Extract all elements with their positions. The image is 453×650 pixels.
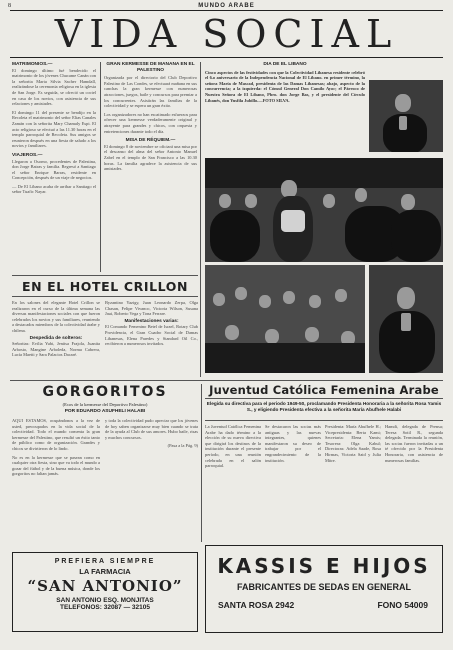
gorgoritos-text-3: y toda la colectividad pudo apreciar que los jóvenes de hoy saben organizarse muy bien cuando se trata de la ayuda al Club de sus amores. Hubo baile, risas y muchos concursos.: [105, 418, 198, 440]
requiem-heading: MISA DE RÉQUIEM.—: [125, 138, 176, 144]
crillon-heading: EN EL HOTEL CRILLON: [21, 279, 189, 294]
gorgoritos-subtitle: (Ecos de la kermesse del Deportivo Palestino): [62, 402, 148, 407]
juventud-text-3: Presidenta: María Abufhele H.; Vicepresidenta: Berta Kami; Secretaria: Elena Yamis; Tesorera: Olga Kabul; Directoras: Adela Saade, Rosa Hirmas, Victoria Said y Julia Mitre.: [325, 424, 381, 463]
travelers-heading: VIAJEROS.—: [12, 152, 43, 158]
juventud-lead: [205, 401, 443, 419]
marriages-text-2: El domingo 11 del presente se bendijo en la Recoleta el matrimonio del señor Elias Canales Zamán con la señorita Mary Chamaly Espi. El acto religioso se efectuó a las 11.30 horas en el templo parroquial de Recoleta. Sus amigos se reunieron después en una fiesta de saludo a los novios y familiares.: [12, 109, 96, 149]
column-rule: [100, 62, 101, 272]
juventud-text-2: Se destacaron las socias más antiguas y las nuevas integrantes, quienes manifestaron su deseo de trabajar por el engrandecimiento de la institución.: [265, 424, 321, 463]
kassis-phone: FONO 54009: [377, 600, 428, 610]
section-rule: [12, 275, 198, 276]
crillon-subhead-2: Manifestaciones varias:: [124, 318, 179, 324]
column-rule: [200, 62, 201, 377]
kassis-subtitle: FABRICANTES DE SEDAS EN GENERAL: [236, 582, 412, 592]
page-number: 8: [8, 3, 11, 9]
gorgoritos-col-right: [105, 418, 198, 540]
marriages-heading: MATRIMONIOS.—: [12, 62, 53, 67]
gorgoritos-col-left: [12, 418, 100, 540]
crillon-text-2: Señoritas: Evilia Yubi, Jenitsa Frajola, Juanita Arbosto, Mangine Arboleda, Norma Cabrera, Lucía Maetti y Sara Palacios Dacaré.: [12, 341, 100, 358]
gorgoritos-byline: POR EDUARDO ASUFHELI HALABI: [64, 409, 146, 414]
column-kermesse: [104, 62, 197, 272]
juventud-heading: Juventud Católica Femenina Arabe: [209, 383, 439, 397]
crillon-text-4: El Comando Femenino Betel de Israel, Rotary Club Providencia, el Gran Cuadro Social de Damas Libanesas, Elena Paredes y Standard Oil Co., recibieron a numerosos invitados.: [105, 324, 198, 347]
pharmacy-tagline: PREFIERA SIEMPRE: [54, 558, 156, 565]
kassis-ad: [205, 545, 443, 633]
column-rule: [201, 384, 202, 542]
crillon-text-1: En los salones del elegante Hotel Crillon se realizaron en el curso de la última semana las diversas manifestaciones sociales con que fueron celebrados los novios y sus familiares, reuniendo a destacados miembros de la colectividad árabe y chilena.: [12, 300, 100, 333]
section-rule: [12, 296, 198, 297]
pharmacy-name: “SAN ANTONIO”: [27, 577, 183, 595]
kassis-address: SANTA ROSA 2942: [218, 600, 295, 610]
gorgoritos-heading: GORGORITOS: [42, 384, 168, 400]
juventud-text-4: Hamdi, delegada de Prensa; Teresa Sotil R., segunda delegada. Terminada la reunión, las socias fueron invitadas a un té ofrecido por la Presidenta Honoraria, con asistencia de numerosas familias.: [385, 424, 443, 463]
crillon-col-right: [105, 300, 198, 378]
travelers-text-1: Llegaron a Osorno, procedentes de Palestina, don Jorge Batras y familia. Regresó a Santiago el señor Enrique Barras, residente en Concepción, después de un viaje de negocios.: [12, 158, 96, 181]
kermesse-text-2: Los organizadores no han escatimado esfuerzos para ofrecer una kermesse verdaderamente original y atrayente para grandes y chicos, con orquesta y entretenciones durante todo el día.: [104, 111, 197, 134]
juventud-col-1: [205, 424, 261, 542]
photo-man-portrait: [369, 265, 443, 373]
pharmacy-address: SAN ANTONIO ESQ. MONJITAS: [56, 597, 154, 604]
pharmacy-line1: LA FARMACIA: [79, 567, 131, 576]
running-head: MUNDO ARABE: [198, 3, 255, 9]
kermesse-heading: GRAN KERMESSE DE MAÑANA EN EL PALESTINO: [106, 62, 195, 73]
juventud-col-3: [325, 424, 381, 542]
requiem-text: El domingo 8 de noviembre se oficiará una misa por el descanso del alma del señor Antonio Manuel Zabel en el templo de San Francisco a las 10.30 horas. La familia agradece la asistencia de sus amistades.: [104, 143, 197, 172]
gorgoritos-text-2: No es en la kermesse que se pasean como en cualquier otra fiesta, sino que va todo el mundo a gozar del fútbol y de la buena música, donde los gorgoritos no faltan jamás.: [12, 454, 100, 477]
crillon-subhead-1: Despedida de solteros:: [29, 335, 83, 341]
section-rule: [10, 380, 443, 381]
gorgoritos-continued: (Pasa a la Pág. 9): [167, 443, 198, 449]
section-rule: [205, 420, 443, 421]
juventud-text-1: La Juventud Católica Femenina Arabe ha dado término a la elección de su nueva directiva que dirigirá los destinos de la institución durante el presente período, en una reunión celebrada en el salón parroquial.: [205, 424, 261, 469]
lebanon-caption: Cinco aspectos de las festividades con que la Colectividad Libanesa residente celebró el 6.o aniversario de la Independencia Nacional de El Líbano. en primer término, la señora María de Mascad, presidenta de las Damas Libanesas; abajo, aspecto de la concurrencia; a la izquierda: el Cónsul General Don Camilo Ayoc; el Párroco de Nuestra Señora de El Líbano, Pbro. don Jorge Bas, y el presidente del Círculo Libanés, don Yusfila Jubillo.—FOTO SILVA.: [205, 69, 365, 103]
pharmacy-phones: TELEFONOS: 32087 — 32105: [60, 604, 150, 611]
kassis-name: KASSIS E HIJOS: [217, 554, 431, 578]
crillon-col-left: [12, 300, 100, 378]
kermesse-text-1: Organizada por el directorio del Club Deportivo Palestino de Las Condes, se efectuará mañana en sus canchas la gran kermesse con numerosas atracciones, juegos, baile y concursos para premiar a los concurrentes. Asistirán las familias de la colectividad y se espera un gran éxito.: [104, 75, 197, 109]
section-rule: [205, 398, 443, 399]
juventud-lead-text: Elegida su directiva para el periodo 1949-50, proclamando Presidenta Honoraria a la señorita Rosa Yamis S., y eligiendo Presidenta efectiva a la señorita María Abufhele Halabi: [206, 401, 442, 412]
juventud-col-4: [385, 424, 443, 542]
column-marriages: [12, 62, 96, 272]
photo-audience: [205, 265, 365, 373]
juventud-col-2: [265, 424, 321, 542]
lebanon-heading: DIA DE EL LIBANO: [263, 62, 307, 67]
pharmacy-ad: [12, 552, 198, 632]
marriages-text-1: El domingo último fué bendecido el matrimonio de los jóvenes Chucame Canán con la señorita Marta Silvia Sacher Hamdall, realizándose la ceremonia religiosa en la iglesia de San Jorge. Es seguida, se ofreció un coctel en casa de los novios, con asistencia de sus relaciones y amistades.: [12, 67, 96, 107]
crillon-text-3: Byzantino Yazigy, Juan Leonardo Zerpa, Olga Chasan, Felipe Vivanco, Victoria Wilson, Susana Jaui, Roberto Vega y Tona Ferrare.: [105, 300, 198, 317]
gorgoritos-text-1: AQUI ESTAMOS, ocupándonos a la vez de usted, preocupados en la vida social de la colectividad. Todo el mundo comenta la gran kermesse del Palestino, que resultó un éxito tanto de público como de organización. Grandes y chicos se divirtieron de lo lindo.: [12, 418, 100, 451]
masthead: VIDA SOCIAL: [10, 10, 443, 58]
photo-speaker-woman: [205, 158, 443, 262]
lebanon-caption-block: [205, 62, 365, 158]
photo-consul: [369, 80, 443, 152]
travelers-text-2: — De El Líbano acaba de arribar a Santiago el señor Tuafic Nayar.: [12, 183, 96, 195]
